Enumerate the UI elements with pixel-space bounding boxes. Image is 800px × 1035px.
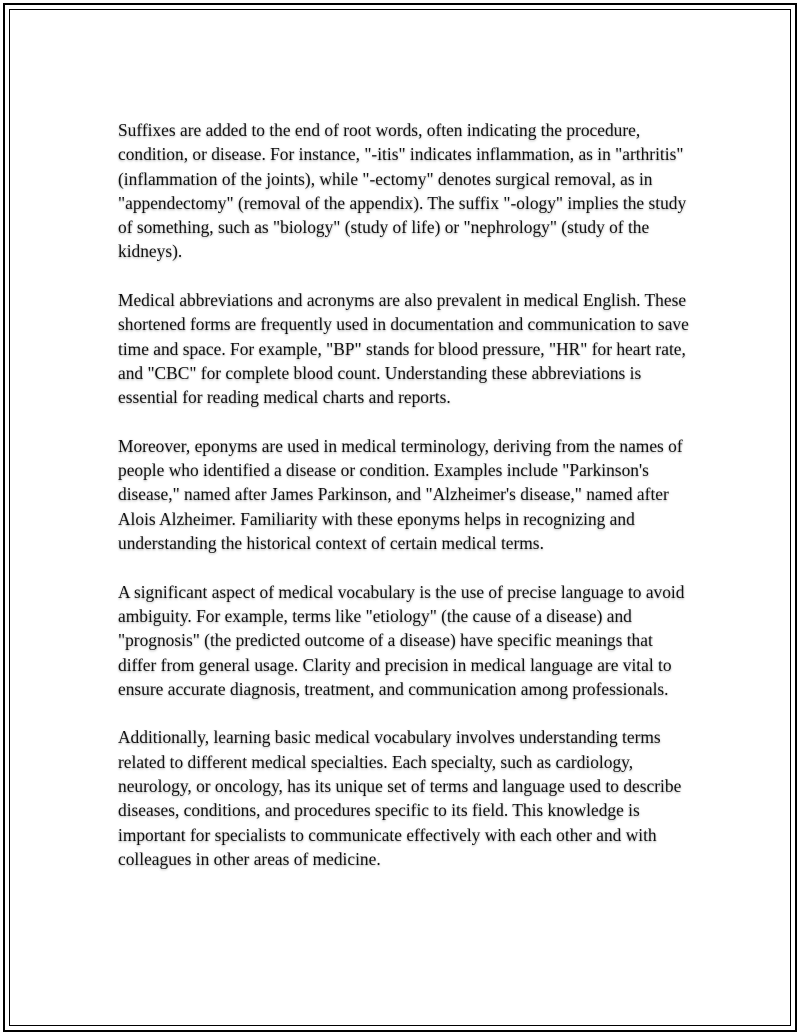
- paragraph-specialties: Additionally, learning basic medical vocabulary involves understanding terms related to different medical specialties. Each specialty, such as cardiology, neurology, or oncology, has its unique set of terms and language used to describe diseases, conditions, and procedures specific to its field. This knowledge is important for specialists to communicate effectively with each other and with colleagues in other areas of medicine.: [118, 727, 682, 869]
- paragraph-precise-language: A significant aspect of medical vocabulary is the use of precise language to avoid ambiguity. For example, terms like "etiology" (the cause of a disease) and "prognosis" (the predicted outcome of a disease) have specific meanings that differ from general usage. Clarity and precision in medical language are vital to ensure accurate diagnosis, treatment, and communication among professionals.: [118, 581, 685, 699]
- paragraph-suffixes: Suffixes are added to the end of root words, often indicating the procedure, condition, or disease. For instance, "-itis" indicates inflammation, as in "arthritis" (inflammation of the joints), while "-ectomy" denotes surgical removal, as in "appendectomy" (removal of the appendix). The suffix "-ology" implies the study of something, such as "biology" (study of life) or "nephrology" (study of the kidneys).: [118, 120, 687, 262]
- paragraph-eponyms: Moreover, eponyms are used in medical terminology, deriving from the names of people who identified a disease or condition. Examples include "Parkinson's disease," named after James Parkinson, and "Alzheimer's disease," named after Alois Alzheimer. Familiarity with these eponyms helps in recognizing and understanding the historical context of certain medical terms.: [118, 435, 683, 554]
- document-body: [118, 118, 693, 896]
- paragraph-abbreviations: Medical abbreviations and acronyms are also prevalent in medical English. These shortened forms are frequently used in documentation and communication to save time and space. For example, "BP" stands for blood pressure, "HR" for heart rate, and "CBC" for complete blood count. Understanding these abbreviations is essential for reading medical charts and reports.: [118, 290, 689, 408]
